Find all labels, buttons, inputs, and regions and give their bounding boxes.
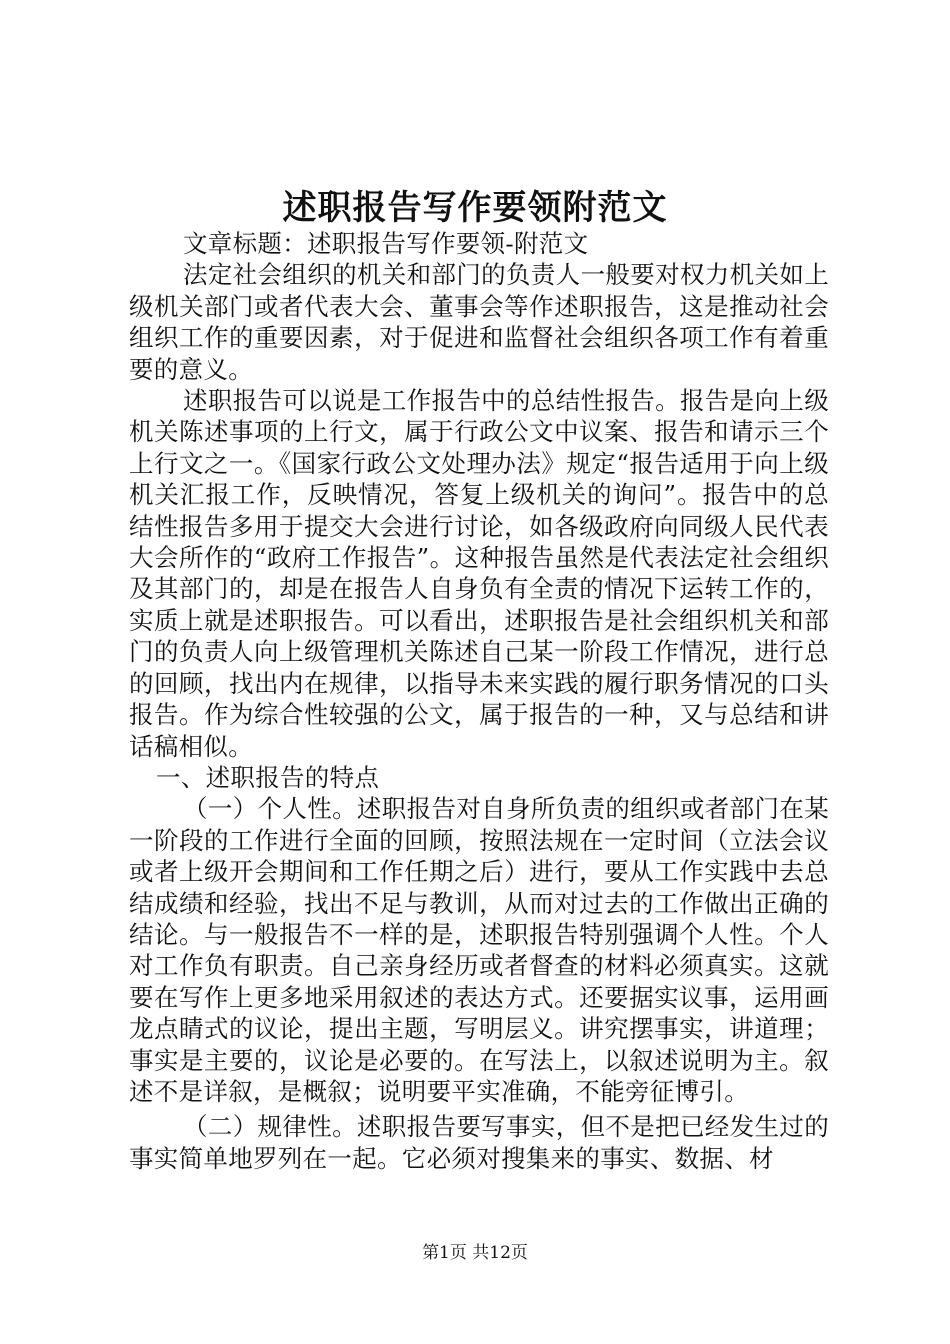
paragraph-intro: 法定社会组织的机关和部门的负责人一般要对权力机关如上级机关部门或者代表大会、董事会等作述职报告，这是推动社会组织工作的重要因素，对于促进和监督社会组织各项工作有着重要的意义。: [129, 260, 829, 384]
article-title-line: 文章标题：述职报告写作要领-附范文: [183, 229, 589, 258]
section-heading-features: 一、述职报告的特点: [156, 762, 380, 792]
document-title: 述职报告写作要领附范文: [282, 188, 668, 228]
document-body: [129, 228, 829, 1174]
paragraph-personal: （一）个人性。述职报告对自身所负责的组织或者部门在某一阶段的工作进行全面的回顾，按照法规在一定时间（立法会议或者上级开会期间和工作任期之后）进行，要从工作实践中去总结成绩和经验，找出不足与教训，从而对过去的工作做出正确的结论。与一般报告不一样的是，述职报告特别强调个人性。个人对工作负有职责。自己亲身经历或者督查的材料必须真实。这就要在写作上更多地采用叙述的表达方式。还要据实议事，运用画龙点睛式的议论，提出主题，写明层义。讲究摆事实，讲道理；事实是主要的，议论是必要的。在写法上，以叙述说明为主。叙述不是详叙，是概叙；说明要平实准确，不能旁征博引。: [129, 794, 829, 1106]
paragraph-regularity: （二）规律性。述职报告要写事实，但不是把已经发生过的事实简单地罗列在一起。它必须对搜集来的事实、数据、材: [129, 1112, 829, 1173]
page-number: 第1页 共12页: [422, 1243, 528, 1263]
paragraph-definition: 述职报告可以说是工作报告中的总结性报告。报告是向上级机关陈述事项的上行文，属于行政公文中议案、报告和请示三个上行文之一。《国家行政公文处理办法》规定“报告适用于向上级机关汇报工作，反映情况，答复上级机关的询问”。报告中的总结性报告多用于提交大会进行讨论，如各级政府向同级人民代表大会所作的“政府工作报告”。这种报告虽然是代表法定社会组织及其部门的，却是在报告人自身负有全责的情况下运转工作的，实质上就是述职报告。可以看出，述职报告是社会组织机关和部门的负责人向上级管理机关陈述自己某一阶段工作情况，进行总的回顾，找出内在规律，以指导未来实践的履行职务情况的口头报告。作为综合性较强的公文，属于报告的一种，又与总结和讲话稿相似。: [129, 386, 830, 761]
